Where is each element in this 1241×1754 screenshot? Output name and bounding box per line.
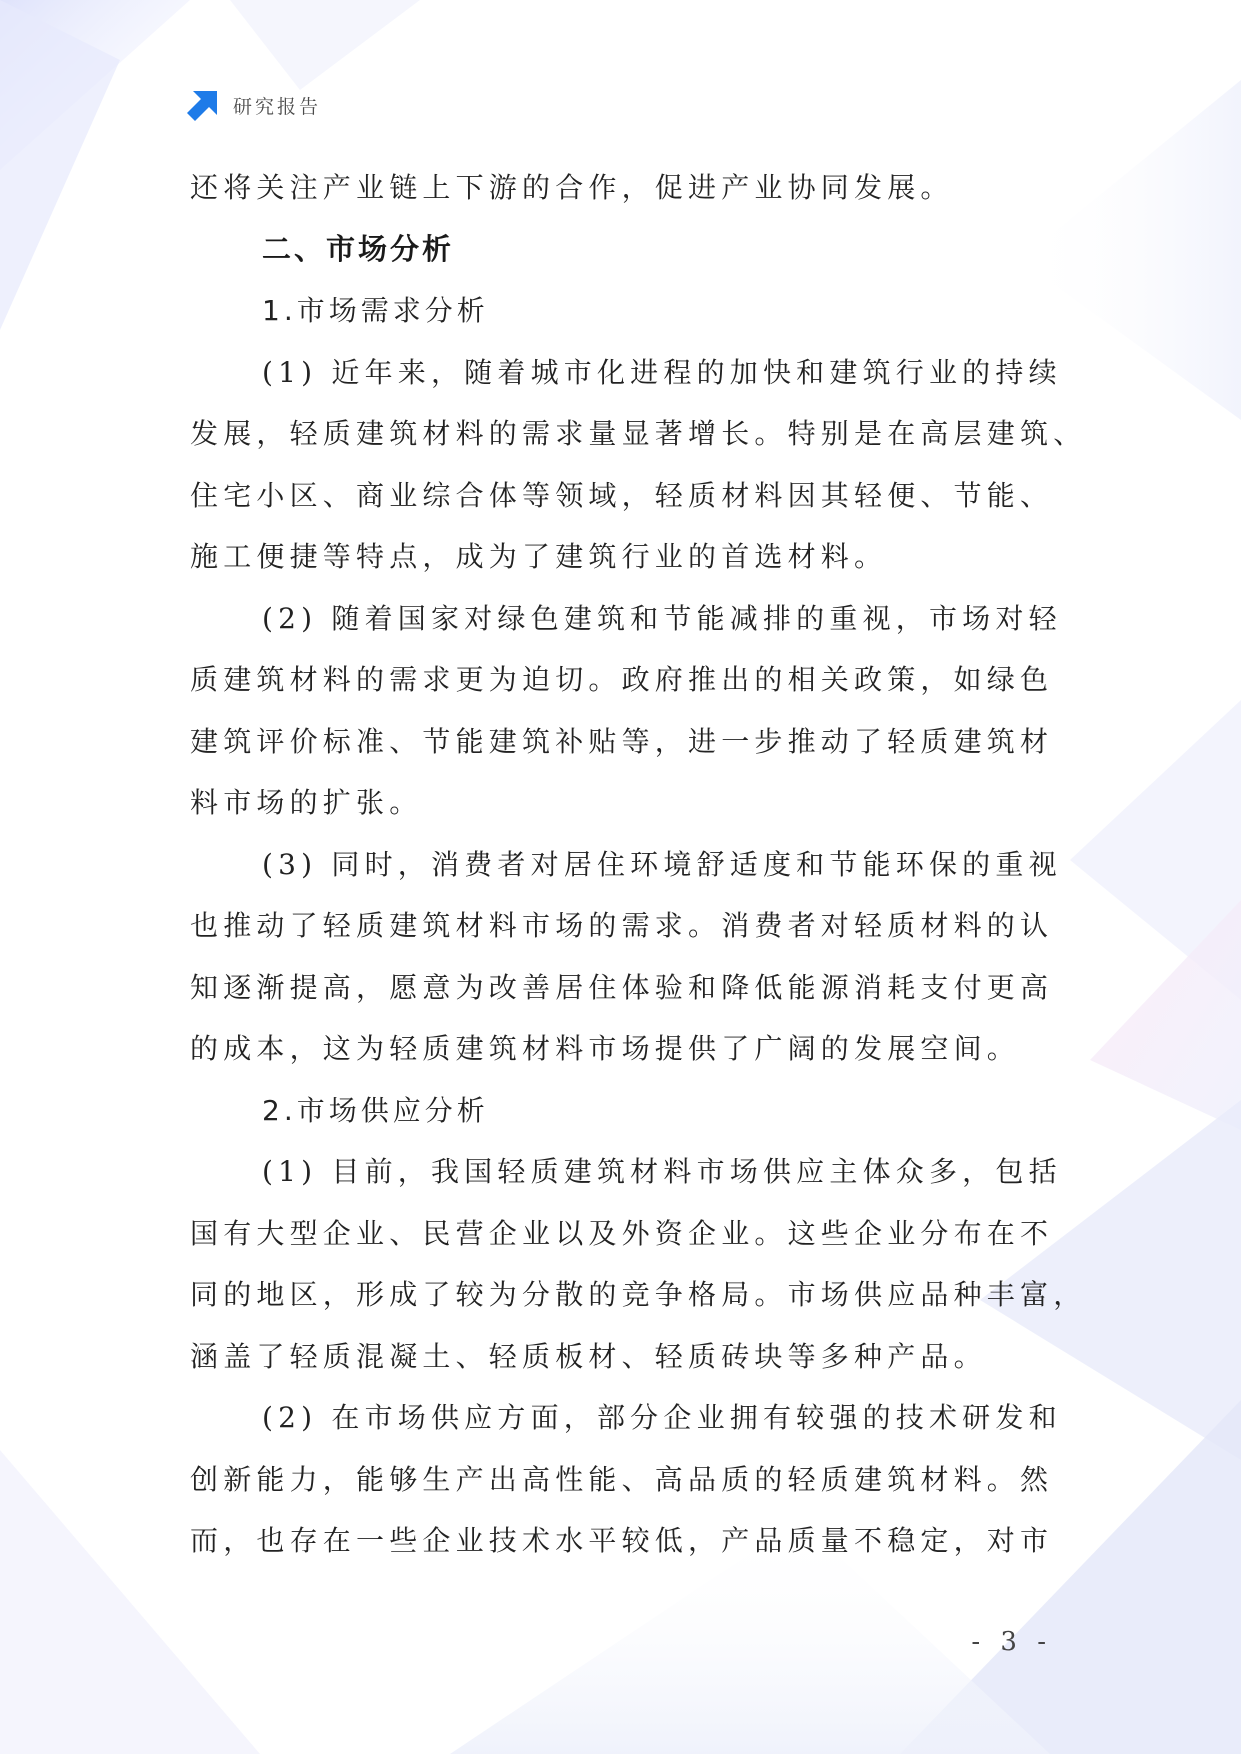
paragraph-line: 料市场的扩张。 [190, 786, 423, 819]
bg-shape-top [230, 0, 420, 90]
paragraph-line: 住宅小区、商业综合体等领域，轻质材料因其轻便、节能、 [190, 478, 1054, 512]
paragraph-line: 创新能力，能够生产出高性能、高品质的轻质建筑材料。然 [190, 1462, 1054, 1496]
paragraph-line: 施工便捷等特点，成为了建筑行业的首选材料。 [190, 540, 888, 573]
arrow-up-right-icon [187, 89, 219, 121]
paragraph-line: (1) 目前，我国轻质建筑材料市场供应主体众多，包括 [262, 1155, 1062, 1188]
paragraph-line: 建筑评价标准、节能建筑补贴等，进一步推动了轻质建筑材 [190, 724, 1054, 758]
section-heading: 二、市场分析 [262, 231, 455, 266]
paragraph-line: 发展，轻质建筑材料的需求量显著增长。特别是在高层建筑、 [190, 417, 1087, 450]
report-header [187, 88, 321, 122]
paragraph-line: 知逐渐提高，愿意为改善居住体验和降低能源消耗支付更高 [190, 970, 1054, 1004]
sub-heading: 2.市场供应分析 [262, 1093, 489, 1127]
header-title: 研究报告 [233, 95, 322, 118]
paragraph-line: (3) 同时，消费者对居住环境舒适度和节能环保的重视 [262, 847, 1062, 881]
paragraph-line: 质建筑材料的需求更为迫切。政府推出的相关政策，如绿色 [190, 663, 1054, 696]
paragraph-line: 国有大型企业、民营企业以及外资企业。这些企业分布在不 [190, 1216, 1054, 1250]
paragraph-line: 而，也存在一些企业技术水平较低，产品质量不稳定，对市 [190, 1524, 1054, 1557]
paragraph-line: 的成本，这为轻质建筑材料市场提供了广阔的发展空间。 [190, 1032, 1021, 1065]
paragraph-line: (1) 近年来，随着城市化进程的加快和建筑行业的持续 [262, 355, 1062, 389]
paragraph-line: (2) 随着国家对绿色建筑和节能减排的重视，市场对轻 [262, 601, 1062, 635]
paragraph-line: (2) 在市场供应方面，部分企业拥有较强的技术研发和 [262, 1401, 1062, 1434]
paragraph-line: 也推动了轻质建筑材料市场的需求。消费者对轻质材料的认 [190, 909, 1054, 942]
document-body [190, 157, 1087, 1572]
paragraph-line: 还将关注产业链上下游的合作，促进产业协同发展。 [190, 171, 954, 204]
sub-heading: 1.市场需求分析 [262, 294, 489, 327]
paragraph-line: 同的地区，形成了较为分散的竞争格局。市场供应品种丰富， [190, 1278, 1087, 1311]
paragraph-line: 涵盖了轻质混凝土、轻质板材、轻质砖块等多种产品。 [190, 1339, 987, 1373]
page-number: - 3 - [971, 1627, 1052, 1657]
